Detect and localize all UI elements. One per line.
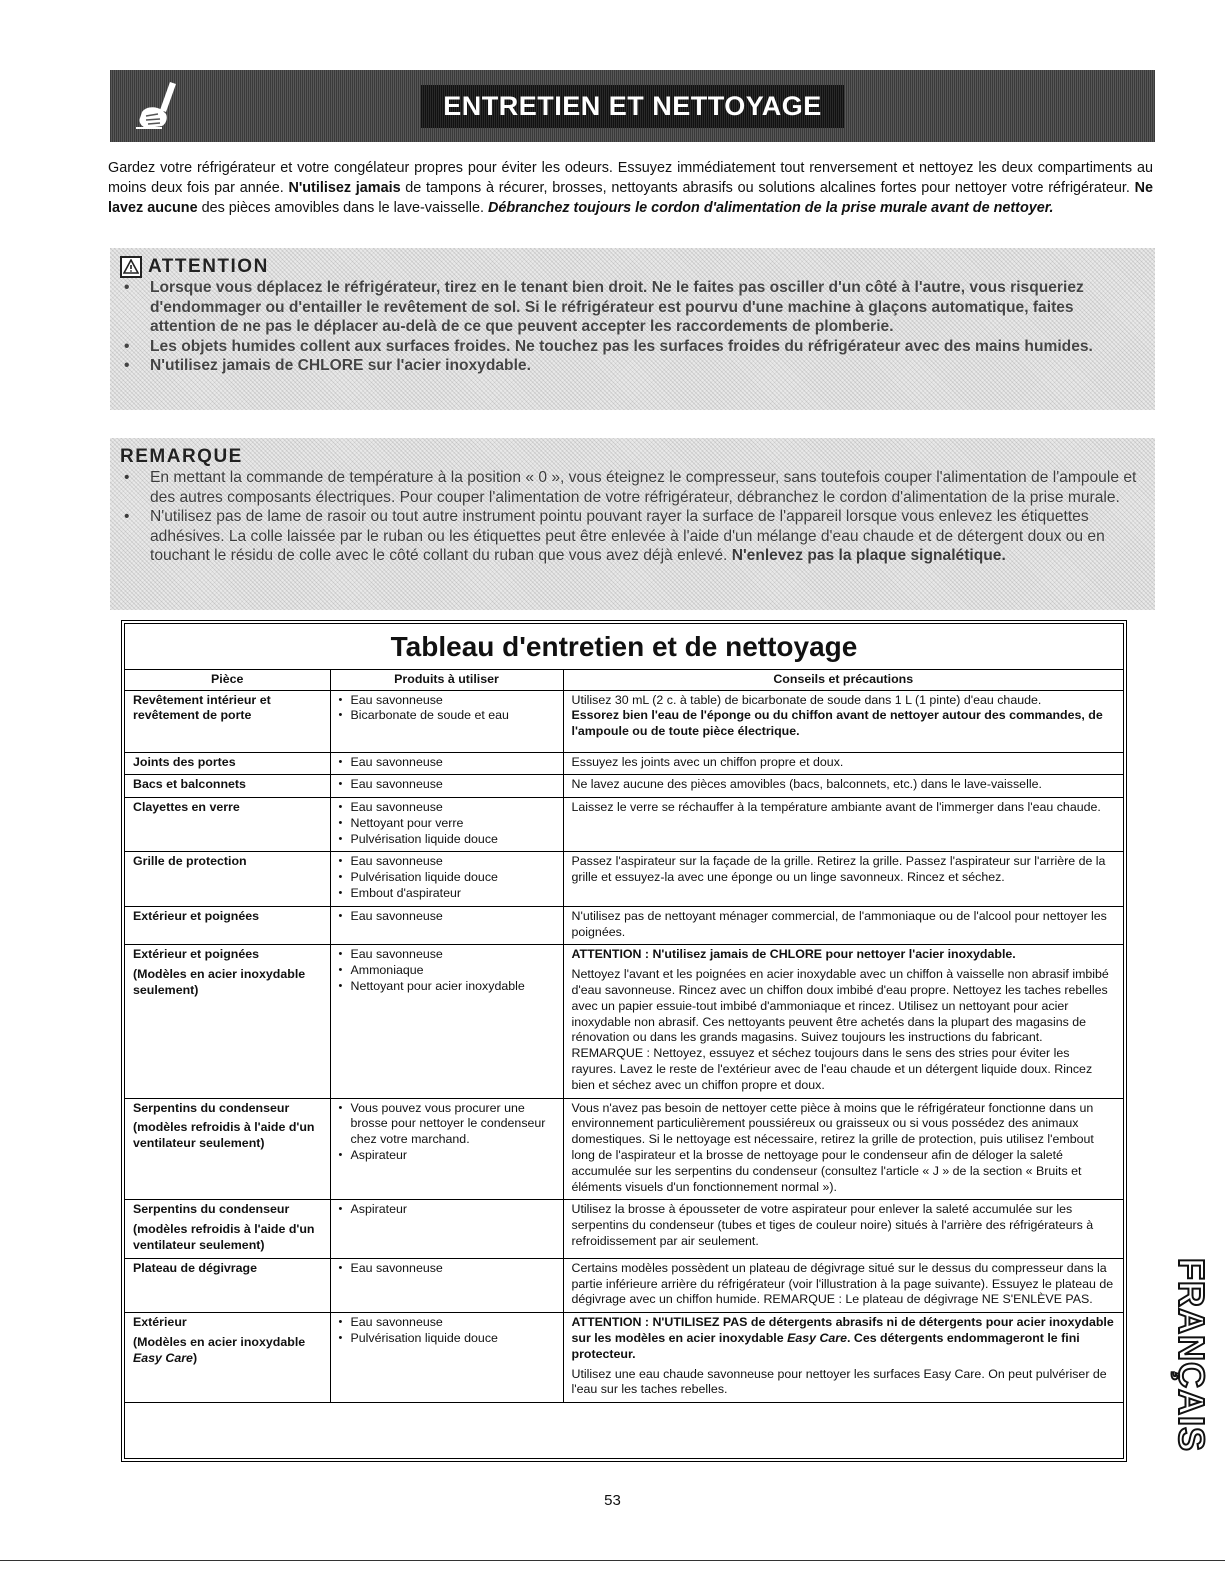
intro-paragraph: Gardez votre réfrigérateur et votre congélateur propres pour éviter les odeurs. Essuyez immédiatement tout renversement et nettoyez les deux compartiments au moins deux fois par année. N'utilisez jamais de tampons à récurer, brosses, nettoyants abrasifs ou solutions alcalines fortes pour nettoyer votre réfrigérateur. Ne lavez aucune des pièces amovibles dans le lave-vaisselle. Débranchez toujours le cordon d'alimentation de la prise murale avant de nettoyer. — [108, 160, 1153, 216]
piece-cell: Revêtement intérieur et revêtement de porte — [125, 690, 330, 752]
piece-cell: Plateau de dégivrage — [125, 1258, 330, 1312]
column-header: Pièce — [125, 670, 330, 690]
column-header: Produits à utiliser — [330, 670, 563, 690]
tips-cell: ATTENTION : N'UTILISEZ PAS de détergents abrasifs ni de détergents pour acier inoxydable sur les modèles en acier inoxydable Easy Care. Ces détergents endommageront le fini protecteur. Utilisez une eau chaude savonneuse pour nettoyer les surfaces Easy Care. On peut pulvériser de l'eau sur les taches rebelles. — [563, 1313, 1123, 1403]
tips-cell: ATTENTION : N'utilisez jamais de CHLORE pour nettoyer l'acier inoxydable. Nettoyez l'avant et les poignées en acier inoxydable avec un chiffon à vaisselle non abrasif imbibé d'eau savonneuse. Rincez avec un chiffon doux imbibé d'eau propre. Nettoyez les taches rebelles avec un papier essuie-tout imbibé d'ammoniaque et rincez. Utilisez un nettoyant pour acier inoxydable non abrasif. Ces nettoyants peuvent être achetés dans la plupart des magasins de rénovation ou dans les grands magasins. Suivez toujours les instructions du fabricant. REMARQUE : Nettoyez, essuyez et séchez toujours dans le sens des stries pour éviter les rayures. Lavez le reste de l'extérieur avec de l'eau chaude et un détergent liquide doux. Rincez bien et séchez avec un chiffon propre et doux. — [563, 945, 1123, 1098]
piece-cell: Joints des portes — [125, 752, 330, 775]
products-cell: • Eau savonneuse — [330, 752, 563, 775]
page-title: ENTRETIEN ET NETTOYAGE — [421, 85, 844, 128]
table-row — [125, 775, 1123, 798]
table-row — [125, 1200, 1123, 1258]
remarque-list — [110, 468, 1155, 566]
remarque-box — [110, 438, 1155, 610]
table-row — [125, 852, 1123, 906]
page-number: 53 — [604, 1492, 621, 1509]
piece-cell: Extérieur (Modèles en acier inoxydable Easy Care) — [125, 1313, 330, 1403]
list-item: • N'utilisez pas de lame de rasoir ou tout autre instrument pointu pouvant rayer la surface de l'appareil lorsque vous enlevez les étiquettes adhésives. La colle laissée par le ruban ou les étiquettes peut être enlevée à l'aide d'un mélange d'eau chaude et de détergent doux ou en touchant le résidu de colle avec le côté collant du ruban que vous avez déjà enlevé. N'enlevez pas la plaque signalétique. — [120, 507, 1143, 566]
attention-list — [110, 278, 1155, 376]
tips-cell: Vous n'avez pas besoin de nettoyer cette pièce à moins que le réfrigérateur fonctionne dans un environnement particulièrement poussiéreux ou graisseux ou si vous possédez des animaux domestiques. Si le nettoyage est nécessaire, retirez la grille de protection, puis utilisez l'embout long de l'aspirateur et la brosse de nettoyage pour le condenseur afin de déloger la saleté accumulée sur les serpentins du condenseur (consultez l'article « J » de la section « Bruits et éléments visuels d'un fonctionnement normal »). — [563, 1098, 1123, 1200]
piece-cell: Serpentins du condenseur (modèles refroidis à l'aide d'un ventilateur seulement) — [125, 1200, 330, 1258]
section-banner — [110, 70, 1155, 142]
products-cell: • Aspirateur — [330, 1200, 563, 1258]
products-cell: • Eau savonneuse • Ammoniaque • Nettoyant pour acier inoxydable — [330, 945, 563, 1098]
remarque-heading: REMARQUE — [120, 446, 243, 467]
tips-cell: Utilisez la brosse à épousseter de votre aspirateur pour enlever la saleté accumulée sur les serpentins du condenseur (tubes et tiges de couleur noire) situés à l'arrière des réfrigérateurs à refroidissement par air seulement. — [563, 1200, 1123, 1258]
piece-cell: Clayettes en verre — [125, 798, 330, 852]
table-row — [125, 906, 1123, 945]
list-item: • Les objets humides collent aux surfaces froides. Ne touchez pas les surfaces froides du réfrigérateur avec des mains humides. — [120, 337, 1143, 357]
tips-cell: Utilisez 30 mL (2 c. à table) de bicarbonate de soude dans 1 L (1 pinte) d'eau chaude. Essorez bien l'eau de l'éponge ou du chiffon avant de nettoyer autour des commandes, de l'ampoule ou de toute pièce électrique. — [563, 690, 1123, 752]
products-cell: • Eau savonneuse — [330, 906, 563, 945]
maintenance-table — [121, 620, 1127, 1462]
tips-cell: Ne lavez aucune des pièces amovibles (bacs, balconnets, etc.) dans le lave-vaisselle. — [563, 775, 1123, 798]
language-tab: FRANÇAIS — [1171, 1258, 1212, 1452]
tips-cell: N'utilisez pas de nettoyant ménager commercial, de l'ammoniaque ou de l'alcool pour nettoyer les poignées. — [563, 906, 1123, 945]
list-item: • Lorsque vous déplacez le réfrigérateur, tirez en le tenant bien droit. Ne le faites pas osciller d'un côté à l'autre, vous risqueriez d'endommager ou d'entailler le revêtement de sol. Si le réfrigérateur est pourvu d'une machine à glaçons automatique, faites attention de ne pas le déplacer au-delà de ce que peuvent accepter les raccordements de plomberie. — [120, 278, 1143, 337]
piece-cell: Serpentins du condenseur (modèles refroidis à l'aide d'un ventilateur seulement) — [125, 1098, 330, 1200]
care-table — [125, 670, 1123, 1403]
table-row — [125, 798, 1123, 852]
table-row — [125, 690, 1123, 752]
tips-cell: Passez l'aspirateur sur la façade de la grille. Retirez la grille. Passez l'aspirateur sur l'arrière de la grille et essuyez-la avec une éponge ou un linge savonneux. Rincez et séchez. — [563, 852, 1123, 906]
warning-icon — [120, 256, 142, 278]
attention-box — [110, 248, 1155, 410]
table-header-row — [125, 670, 1123, 690]
products-cell: • Eau savonneuse — [330, 1258, 563, 1312]
piece-cell: Bacs et balconnets — [125, 775, 330, 798]
table-row — [125, 1098, 1123, 1200]
list-item: • N'utilisez jamais de CHLORE sur l'acier inoxydable. — [120, 356, 1143, 376]
piece-cell: Extérieur et poignées (Modèles en acier inoxydable seulement) — [125, 945, 330, 1098]
tips-cell: Laissez le verre se réchauffer à la température ambiante avant de l'immerger dans l'eau chaude. — [563, 798, 1123, 852]
table-row — [125, 1258, 1123, 1312]
tips-cell: Certains modèles possèdent un plateau de dégivrage situé sur le dessus du compresseur dans la partie inférieure arrière du réfrigérateur (voir l'illustration à la page suivante). Essuyez le plateau de dégivrage avec un chiffon humide. REMARQUE : Le plateau de dégivrage NE S'ENLÈVE PAS. — [563, 1258, 1123, 1312]
piece-cell: Grille de protection — [125, 852, 330, 906]
products-cell: • Eau savonneuse • Pulvérisation liquide douce • Embout d'aspirateur — [330, 852, 563, 906]
list-item: • En mettant la commande de température à la position « 0 », vous éteignez le compresseur, sans toutefois couper l'alimentation de l'ampoule et des autres composants électriques. Pour couper l'alimentation de votre réfrigérateur, débranchez le cordon d'alimentation de la prise murale. — [120, 468, 1143, 507]
table-row — [125, 945, 1123, 1098]
products-cell: • Eau savonneuse • Nettoyant pour verre • Pulvérisation liquide douce — [330, 798, 563, 852]
divider — [0, 1560, 1225, 1561]
attention-heading: ATTENTION — [110, 248, 1155, 278]
table-row — [125, 1313, 1123, 1403]
products-cell: • Eau savonneuse • Bicarbonate de soude et eau — [330, 690, 563, 752]
products-cell: • Vous pouvez vous procurer une brosse pour nettoyer le condenseur chez votre marchand. • Aspirateur — [330, 1098, 563, 1200]
table-title: Tableau d'entretien et de nettoyage — [125, 624, 1123, 670]
column-header: Conseils et précautions — [563, 670, 1123, 690]
products-cell: • Eau savonneuse — [330, 775, 563, 798]
piece-cell: Extérieur et poignées — [125, 906, 330, 945]
products-cell: • Eau savonneuse • Pulvérisation liquide douce — [330, 1313, 563, 1403]
table-row — [125, 752, 1123, 775]
tips-cell: Essuyez les joints avec un chiffon propre et doux. — [563, 752, 1123, 775]
cleaning-hand-icon — [132, 78, 192, 136]
